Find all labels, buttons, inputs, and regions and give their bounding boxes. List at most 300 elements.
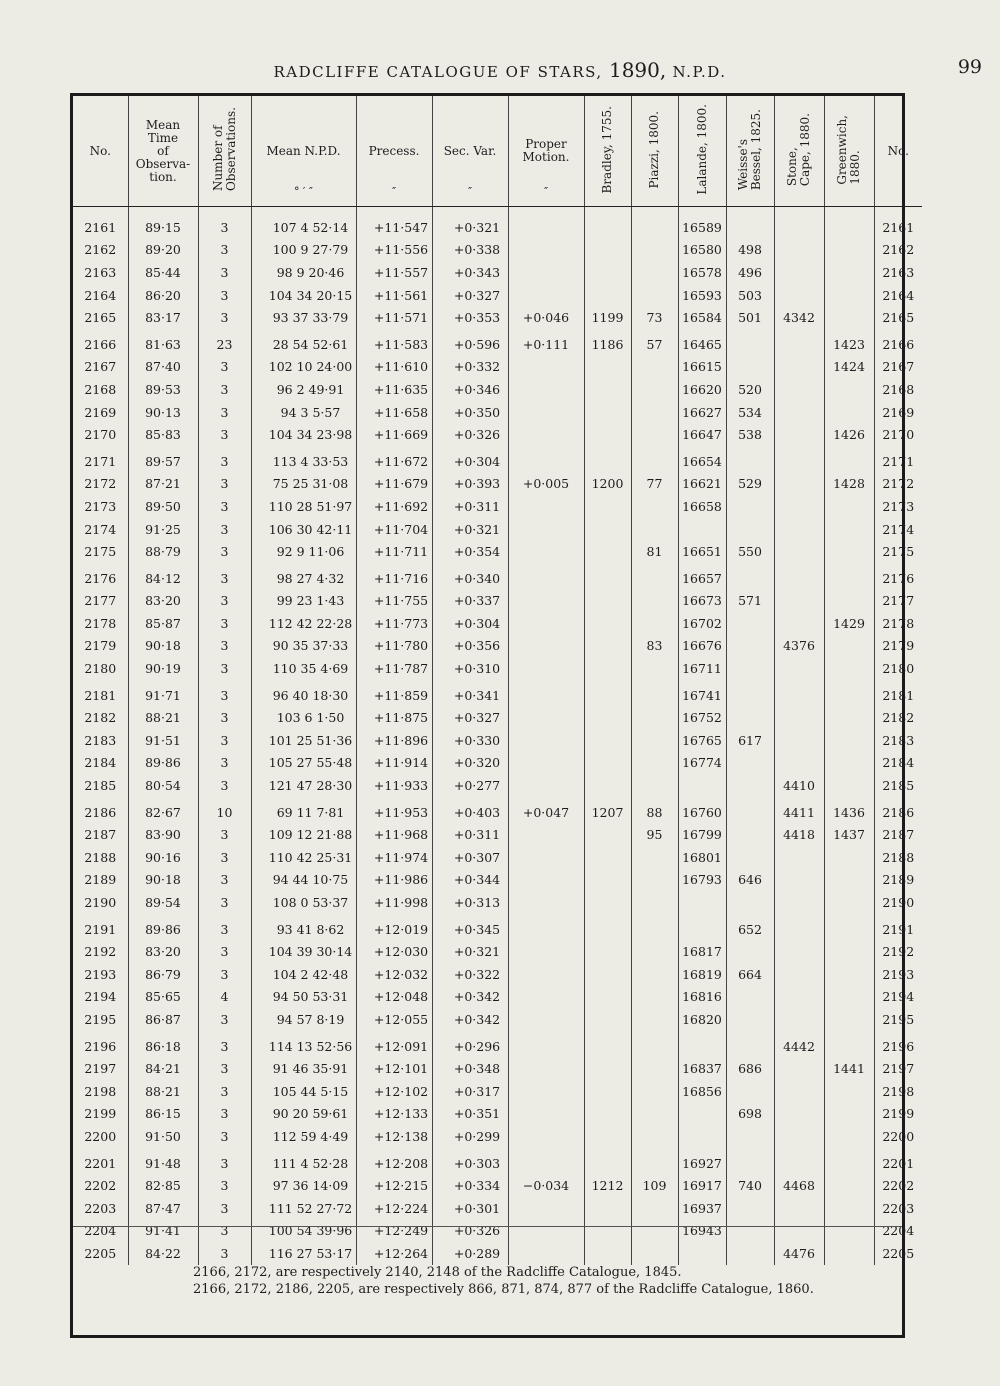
cell-mean-time: 86·87	[128, 1008, 198, 1031]
cell-mean-npd: 121 47 28·30	[251, 774, 356, 797]
cell-greenwich: 1428	[824, 473, 874, 496]
cell-piazzi	[631, 1031, 678, 1058]
table-row	[73, 752, 922, 775]
cell-no-right: 2181	[882, 687, 915, 703]
cell-proper-motion	[508, 1242, 584, 1265]
table-row	[73, 1197, 922, 1220]
cell-weisse	[726, 1220, 774, 1243]
cell-no-right: 2166	[882, 336, 915, 352]
cell-precess: +11·755	[356, 590, 432, 613]
cell-sec-var: +0·321	[432, 940, 508, 963]
cell-greenwich	[824, 261, 874, 284]
cell-proper-motion	[508, 680, 584, 707]
cell-no: 2198	[73, 1080, 128, 1103]
cell-num-obs: 3	[198, 306, 251, 329]
cell-num-obs: 3	[198, 1008, 251, 1031]
cell-mean-npd: 90 20 59·61	[251, 1103, 356, 1126]
cell-piazzi	[631, 1057, 678, 1080]
col-no-right: No.	[874, 96, 922, 207]
cell-bradley	[584, 1057, 631, 1080]
cell-weisse: 646	[726, 869, 774, 892]
cell-mean-time: 90·19	[128, 657, 198, 680]
cell-mean-npd: 93 41 8·62	[251, 914, 356, 941]
cell-no-right: 2173	[882, 498, 915, 514]
cell-proper-motion	[508, 423, 584, 446]
cell-weisse	[726, 752, 774, 775]
precess-units: ″	[391, 185, 397, 198]
cell-greenwich: 1429	[824, 612, 874, 635]
cell-precess: +11·635	[356, 378, 432, 401]
cell-proper-motion	[508, 1057, 584, 1080]
cell-bradley	[584, 1197, 631, 1220]
cell-piazzi	[631, 774, 678, 797]
table-row	[73, 1031, 922, 1058]
cell-mean-npd: 111 4 52·28	[251, 1148, 356, 1175]
cell-num-obs: 3	[198, 423, 251, 446]
cell-piazzi: 109	[631, 1174, 678, 1197]
cell-sec-var: +0·353	[432, 306, 508, 329]
footnotes	[193, 1264, 814, 1298]
cell-weisse	[726, 612, 774, 635]
cell-precess: +12·249	[356, 1220, 432, 1243]
cell-stone: 4476	[774, 1242, 824, 1265]
cell-mean-time: 90·18	[128, 635, 198, 658]
cell-stone	[774, 1125, 824, 1148]
cell-stone	[774, 706, 824, 729]
cell-no-right: 2169	[882, 404, 915, 420]
cell-mean-time: 86·79	[128, 963, 198, 986]
cell-mean-npd: 111 52 27·72	[251, 1197, 356, 1220]
star-catalogue-table	[73, 96, 922, 1265]
cell-lalande: 16620	[678, 378, 726, 401]
cell-proper-motion	[508, 563, 584, 590]
cell-bradley	[584, 612, 631, 635]
cell-weisse: 686	[726, 1057, 774, 1080]
cell-mean-npd: 104 39 30·14	[251, 940, 356, 963]
cell-mean-npd: 105 44 5·15	[251, 1080, 356, 1103]
cell-stone	[774, 1008, 824, 1031]
cell-num-obs: 3	[198, 940, 251, 963]
table-row	[73, 423, 922, 446]
table-row	[73, 1220, 922, 1243]
cell-bradley: 1199	[584, 306, 631, 329]
table-row	[73, 306, 922, 329]
cell-greenwich	[824, 635, 874, 658]
cell-precess: +11·711	[356, 540, 432, 563]
cell-mean-time: 81·63	[128, 329, 198, 356]
cell-proper-motion	[508, 1103, 584, 1126]
cell-greenwich	[824, 706, 874, 729]
cell-lalande: 16651	[678, 540, 726, 563]
cell-greenwich: 1441	[824, 1057, 874, 1080]
cell-mean-time: 82·85	[128, 1174, 198, 1197]
cell-mean-time: 83·90	[128, 823, 198, 846]
cell-stone	[774, 752, 824, 775]
cell-weisse	[726, 356, 774, 379]
cell-no-right: 2172	[882, 476, 915, 492]
cell-no-right: 2203	[882, 1200, 915, 1216]
cell-mean-npd: 92 9 11·06	[251, 540, 356, 563]
cell-weisse	[726, 329, 774, 356]
cell-no-right: 2179	[882, 638, 915, 654]
cell-stone	[774, 891, 824, 914]
cell-weisse	[726, 657, 774, 680]
cell-greenwich	[824, 518, 874, 541]
cell-num-obs: 3	[198, 284, 251, 307]
cell-precess: +12·032	[356, 963, 432, 986]
cell-weisse: 617	[726, 729, 774, 752]
cell-num-obs: 3	[198, 657, 251, 680]
cell-piazzi	[631, 401, 678, 424]
cell-mean-time: 85·65	[128, 986, 198, 1009]
cell-mean-npd: 96 40 18·30	[251, 680, 356, 707]
cell-weisse	[726, 446, 774, 473]
cell-mean-time: 85·83	[128, 423, 198, 446]
table-row	[73, 401, 922, 424]
cell-stone: 4442	[774, 1031, 824, 1058]
table-row	[73, 239, 922, 262]
cell-mean-npd: 110 28 51·97	[251, 495, 356, 518]
cell-no: 2170	[73, 423, 128, 446]
cell-sec-var: +0·311	[432, 495, 508, 518]
cell-weisse: 501	[726, 306, 774, 329]
cell-sec-var: +0·343	[432, 261, 508, 284]
cell-no: 2173	[73, 495, 128, 518]
cell-no-right: 2201	[882, 1155, 915, 1171]
cell-piazzi	[631, 590, 678, 613]
table-row	[73, 891, 922, 914]
cell-proper-motion: −0·034	[508, 1174, 584, 1197]
cell-num-obs: 3	[198, 752, 251, 775]
cell-num-obs: 10	[198, 797, 251, 824]
cell-lalande: 16627	[678, 401, 726, 424]
cell-no: 2191	[73, 914, 128, 941]
table-row	[73, 706, 922, 729]
cell-proper-motion	[508, 446, 584, 473]
cell-mean-time: 89·54	[128, 891, 198, 914]
cell-lalande: 16752	[678, 706, 726, 729]
cell-num-obs: 3	[198, 495, 251, 518]
cell-proper-motion	[508, 378, 584, 401]
cell-proper-motion	[508, 940, 584, 963]
col-lalande: Lalande, 1800.	[678, 96, 726, 207]
cell-greenwich	[824, 284, 874, 307]
cell-piazzi	[631, 986, 678, 1009]
cell-num-obs: 3	[198, 823, 251, 846]
table-row	[73, 846, 922, 869]
cell-bradley	[584, 590, 631, 613]
cell-precess: +11·787	[356, 657, 432, 680]
cell-lalande: 16711	[678, 657, 726, 680]
cell-proper-motion: +0·111	[508, 329, 584, 356]
cell-lalande: 16820	[678, 1008, 726, 1031]
cell-sec-var: +0·299	[432, 1125, 508, 1148]
cell-proper-motion	[508, 891, 584, 914]
cell-mean-npd: 91 46 35·91	[251, 1057, 356, 1080]
cell-proper-motion	[508, 986, 584, 1009]
cell-greenwich	[824, 1220, 874, 1243]
cell-sec-var: +0·342	[432, 1008, 508, 1031]
cell-greenwich	[824, 378, 874, 401]
cell-num-obs: 3	[198, 1174, 251, 1197]
cell-weisse: 538	[726, 423, 774, 446]
cell-precess: +11·669	[356, 423, 432, 446]
cell-stone	[774, 1103, 824, 1126]
cell-sec-var: +0·356	[432, 635, 508, 658]
table-row	[73, 207, 922, 239]
cell-piazzi: 83	[631, 635, 678, 658]
cell-no-right: 2161	[882, 219, 915, 235]
cell-piazzi	[631, 846, 678, 869]
cell-sec-var: +0·289	[432, 1242, 508, 1265]
cell-no: 2183	[73, 729, 128, 752]
cell-mean-npd: 93 37 33·79	[251, 306, 356, 329]
cell-stone	[774, 1197, 824, 1220]
cell-num-obs: 4	[198, 986, 251, 1009]
cell-precess: +12·055	[356, 1008, 432, 1031]
cell-stone	[774, 563, 824, 590]
cell-mean-npd: 103 6 1·50	[251, 706, 356, 729]
cell-bradley	[584, 563, 631, 590]
cell-no-right: 2163	[882, 264, 915, 280]
cell-no-right: 2185	[882, 778, 915, 794]
cell-proper-motion	[508, 635, 584, 658]
cell-lalande: 16589	[678, 207, 726, 239]
cell-lalande: 16702	[678, 612, 726, 635]
cell-mean-npd: 90 35 37·33	[251, 635, 356, 658]
col-piazzi: Piazzi, 1800.	[631, 96, 678, 207]
cell-weisse	[726, 495, 774, 518]
cell-lalande: 16793	[678, 869, 726, 892]
cell-no: 2171	[73, 446, 128, 473]
cell-greenwich	[824, 752, 874, 775]
table-row	[73, 869, 922, 892]
cell-precess: +11·998	[356, 891, 432, 914]
cell-greenwich	[824, 846, 874, 869]
cell-mean-npd: 108 0 53·37	[251, 891, 356, 914]
cell-no-right: 2184	[882, 755, 915, 771]
cell-proper-motion: +0·047	[508, 797, 584, 824]
title-text: RADCLIFFE CATALOGUE OF STARS,	[273, 63, 603, 81]
cell-piazzi	[631, 940, 678, 963]
cell-proper-motion	[508, 963, 584, 986]
cell-sec-var: +0·334	[432, 1174, 508, 1197]
cell-num-obs: 3	[198, 261, 251, 284]
cell-piazzi	[631, 1125, 678, 1148]
footnote: 2166, 2172, are respectively 2140, 2148 of the Radcliffe Catalogue, 1845.	[193, 1265, 682, 1280]
cell-no-right: 2188	[882, 849, 915, 865]
cell-proper-motion	[508, 239, 584, 262]
cell-sec-var: +0·320	[432, 752, 508, 775]
cell-bradley	[584, 284, 631, 307]
cell-num-obs: 3	[198, 612, 251, 635]
cell-bradley	[584, 706, 631, 729]
cell-mean-npd: 97 36 14·09	[251, 1174, 356, 1197]
table-row	[73, 495, 922, 518]
cell-greenwich	[824, 680, 874, 707]
cell-proper-motion	[508, 774, 584, 797]
table-row	[73, 914, 922, 941]
cell-sec-var: +0·301	[432, 1197, 508, 1220]
cell-precess: +11·974	[356, 846, 432, 869]
col-bradley: Bradley, 1755.	[584, 96, 631, 207]
cell-mean-time: 89·50	[128, 495, 198, 518]
cell-no: 2181	[73, 680, 128, 707]
cell-num-obs: 3	[198, 446, 251, 473]
cell-no-right: 2183	[882, 732, 915, 748]
footnote-divider	[73, 1226, 902, 1227]
cell-stone	[774, 261, 824, 284]
cell-lalande: 16760	[678, 797, 726, 824]
cell-bradley	[584, 540, 631, 563]
cell-stone: 4468	[774, 1174, 824, 1197]
cell-greenwich	[824, 239, 874, 262]
cell-stone	[774, 518, 824, 541]
cell-no: 2175	[73, 540, 128, 563]
table-row	[73, 1148, 922, 1175]
cell-weisse	[726, 1125, 774, 1148]
page-header	[0, 50, 1000, 90]
cell-mean-npd: 104 2 42·48	[251, 963, 356, 986]
cell-num-obs: 3	[198, 774, 251, 797]
cell-no-right: 2165	[882, 310, 915, 326]
cell-sec-var: +0·327	[432, 284, 508, 307]
cell-piazzi	[631, 563, 678, 590]
cell-greenwich	[824, 1242, 874, 1265]
cell-lalande: 16578	[678, 261, 726, 284]
table-row	[73, 963, 922, 986]
cell-lalande: 16584	[678, 306, 726, 329]
cell-sec-var: +0·393	[432, 473, 508, 496]
cell-precess: +11·859	[356, 680, 432, 707]
cell-no: 2168	[73, 378, 128, 401]
cell-no: 2172	[73, 473, 128, 496]
cell-no: 2192	[73, 940, 128, 963]
cell-no-right: 2202	[882, 1178, 915, 1194]
cell-greenwich	[824, 401, 874, 424]
cell-precess: +11·692	[356, 495, 432, 518]
cell-precess: +11·716	[356, 563, 432, 590]
cell-lalande: 16799	[678, 823, 726, 846]
cell-precess: +11·679	[356, 473, 432, 496]
cell-sec-var: +0·341	[432, 680, 508, 707]
cell-mean-npd: 112 59 4·49	[251, 1125, 356, 1148]
cell-no: 2167	[73, 356, 128, 379]
cell-sec-var: +0·327	[432, 706, 508, 729]
cell-mean-npd: 104 34 23·98	[251, 423, 356, 446]
cell-no-right: 2175	[882, 544, 915, 560]
cell-lalande: 16856	[678, 1080, 726, 1103]
cell-mean-time: 91·50	[128, 1125, 198, 1148]
cell-lalande: 16774	[678, 752, 726, 775]
cell-precess: +11·571	[356, 306, 432, 329]
cell-no-right: 2205	[882, 1245, 915, 1261]
table-row	[73, 356, 922, 379]
cell-piazzi	[631, 378, 678, 401]
cell-proper-motion	[508, 612, 584, 635]
cell-lalande: 16765	[678, 729, 726, 752]
cell-lalande: 16816	[678, 986, 726, 1009]
cell-no-right: 2178	[882, 615, 915, 631]
cell-stone	[774, 963, 824, 986]
cell-proper-motion	[508, 518, 584, 541]
cell-no: 2165	[73, 306, 128, 329]
cell-weisse	[726, 1080, 774, 1103]
cell-lalande: 16615	[678, 356, 726, 379]
cell-bradley	[584, 356, 631, 379]
cell-num-obs: 3	[198, 207, 251, 239]
cell-piazzi	[631, 284, 678, 307]
cell-precess: +12·133	[356, 1103, 432, 1126]
cell-proper-motion	[508, 1197, 584, 1220]
cell-weisse	[726, 797, 774, 824]
cell-proper-motion	[508, 1125, 584, 1148]
footnote: 2166, 2172, 2186, 2205, are respectively 866, 871, 874, 877 of the Radcliffe Catalogue, 1860.	[193, 1282, 814, 1297]
cell-sec-var: +0·296	[432, 1031, 508, 1058]
cell-greenwich	[824, 986, 874, 1009]
cell-precess: +12·264	[356, 1242, 432, 1265]
table-row	[73, 1008, 922, 1031]
cell-precess: +11·896	[356, 729, 432, 752]
table-row	[73, 657, 922, 680]
cell-mean-npd: 98 27 4·32	[251, 563, 356, 590]
cell-bradley	[584, 914, 631, 941]
cell-sec-var: +0·313	[432, 891, 508, 914]
cell-num-obs: 3	[198, 891, 251, 914]
cell-stone: 4410	[774, 774, 824, 797]
cell-num-obs: 3	[198, 1057, 251, 1080]
table-row	[73, 446, 922, 473]
cell-greenwich	[824, 1080, 874, 1103]
cell-lalande: 16593	[678, 284, 726, 307]
cell-precess: +11·672	[356, 446, 432, 473]
cell-weisse	[726, 706, 774, 729]
cell-bradley	[584, 635, 631, 658]
cell-bradley	[584, 378, 631, 401]
cell-mean-npd: 110 35 4·69	[251, 657, 356, 680]
cell-bradley	[584, 657, 631, 680]
cell-greenwich	[824, 1197, 874, 1220]
cell-no-right: 2189	[882, 872, 915, 888]
cell-greenwich	[824, 1125, 874, 1148]
cell-weisse: 652	[726, 914, 774, 941]
cell-mean-time: 89·86	[128, 752, 198, 775]
cell-no: 2178	[73, 612, 128, 635]
cell-piazzi	[631, 657, 678, 680]
cell-proper-motion	[508, 261, 584, 284]
cell-precess: +12·030	[356, 940, 432, 963]
cell-piazzi	[631, 1008, 678, 1031]
cell-piazzi	[631, 1242, 678, 1265]
cell-mean-time: 83·20	[128, 590, 198, 613]
cell-proper-motion	[508, 1148, 584, 1175]
cell-bradley	[584, 774, 631, 797]
cell-weisse: 520	[726, 378, 774, 401]
cell-stone	[774, 473, 824, 496]
table-row	[73, 563, 922, 590]
cell-mean-npd: 96 2 49·91	[251, 378, 356, 401]
cell-proper-motion	[508, 284, 584, 307]
cell-greenwich	[824, 306, 874, 329]
cell-num-obs: 3	[198, 1148, 251, 1175]
cell-piazzi	[631, 752, 678, 775]
cell-mean-time: 91·48	[128, 1148, 198, 1175]
cell-stone	[774, 1080, 824, 1103]
cell-lalande	[678, 1031, 726, 1058]
cell-piazzi	[631, 891, 678, 914]
cell-greenwich	[824, 590, 874, 613]
cell-proper-motion	[508, 207, 584, 239]
